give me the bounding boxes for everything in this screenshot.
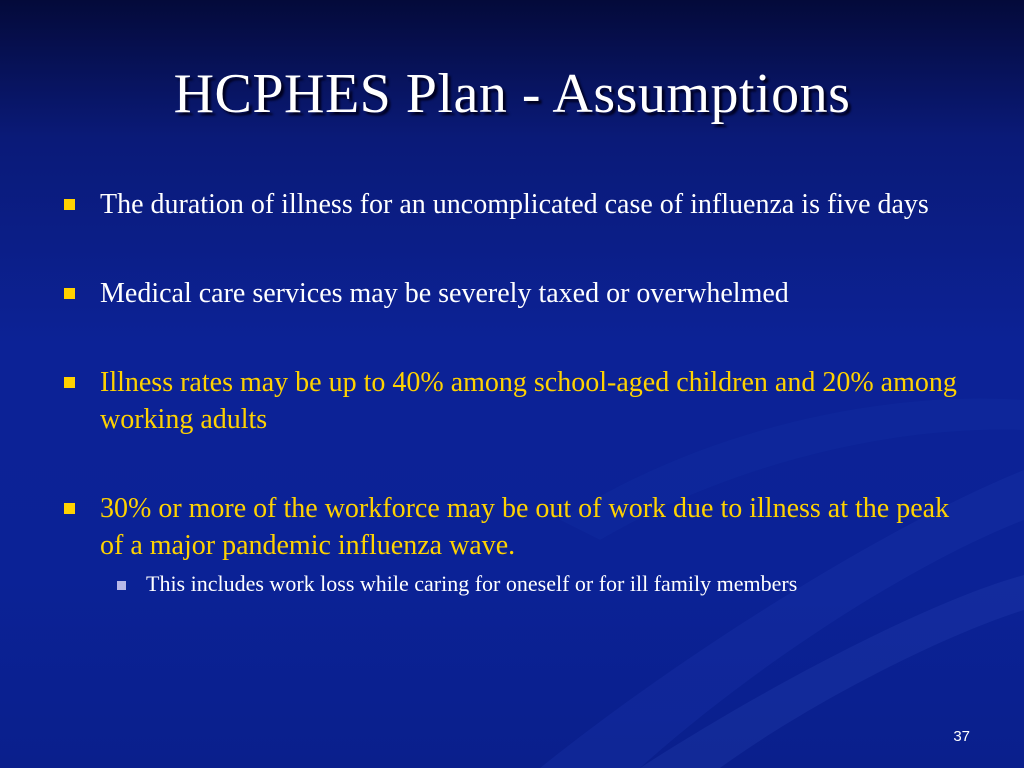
- sub-square-bullet-icon: [117, 581, 126, 590]
- bullet-text: 30% or more of the workforce may be out of work due to illness at the peak of a major pandemic influenza wave.: [100, 493, 950, 561]
- square-bullet-icon: [64, 199, 75, 210]
- square-bullet-icon: [64, 503, 75, 514]
- bullet-item: [62, 275, 972, 312]
- sub-bullet-text: This includes work loss while caring for oneself or for ill family members: [146, 571, 798, 596]
- bullet-item: [62, 186, 972, 223]
- slide-title: HCPHES Plan - Assumptions: [173, 63, 851, 125]
- bullet-text: The duration of illness for an uncomplicated case of influenza is five days: [100, 189, 929, 220]
- square-bullet-icon: [64, 377, 75, 388]
- bullet-item: [62, 490, 972, 600]
- page-number: 37: [953, 728, 970, 745]
- bullet-text: Medical care services may be severely taxed or overwhelmed: [100, 278, 789, 309]
- bullet-list: [62, 186, 972, 600]
- bullet-text: Illness rates may be up to 40% among school-aged children and 20% among working adults: [100, 367, 957, 435]
- square-bullet-icon: [64, 288, 75, 299]
- sub-bullet-item: [100, 568, 972, 600]
- bullet-item: [62, 364, 972, 438]
